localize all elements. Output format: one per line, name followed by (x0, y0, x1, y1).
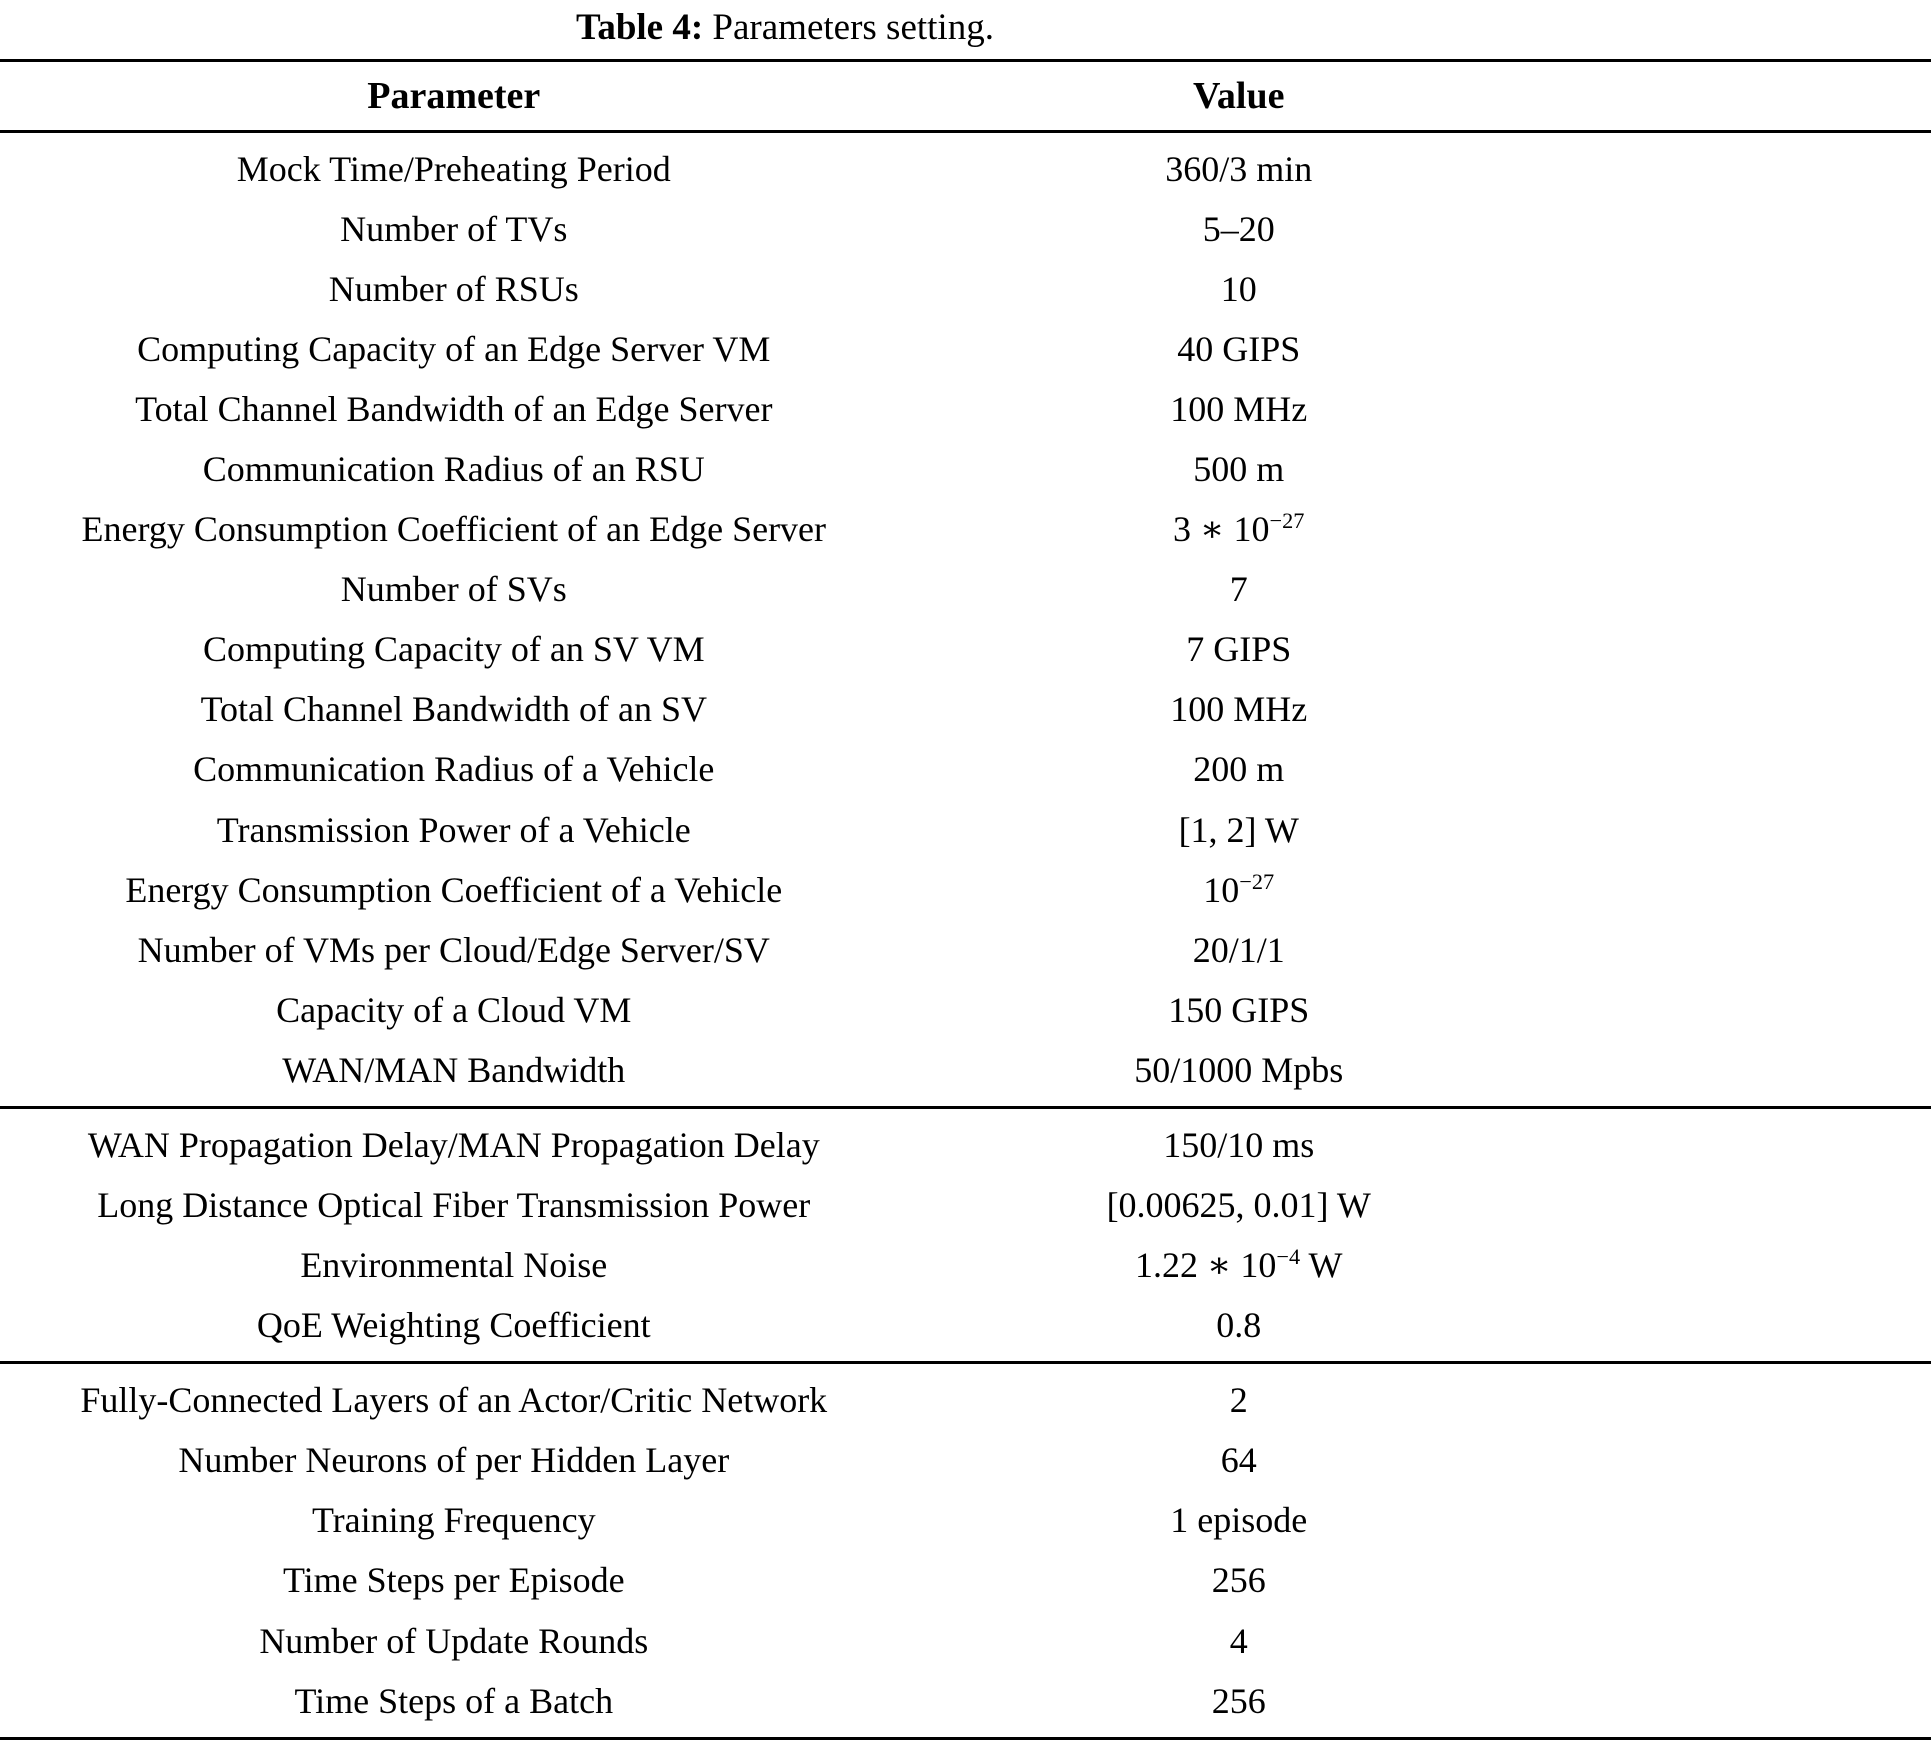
value-cell: 4 (1229, 1620, 1248, 1661)
parameter-cell: QoE Weighting Coefficient (256, 1305, 651, 1346)
table-row (0, 1430, 1931, 1490)
spacer-cell (1570, 499, 1931, 559)
spacer-cell (1570, 619, 1931, 679)
table-row (0, 980, 1931, 1040)
value-cell: 20/1/1 (1192, 929, 1285, 970)
table-caption-label: Table 4: (576, 7, 704, 48)
parameter-cell: Number of Update Rounds (259, 1620, 649, 1661)
value-cell: 360/3 min (1165, 148, 1313, 189)
value-cell: 7 GIPS (1186, 629, 1292, 670)
table-row (0, 499, 1931, 559)
table-row (0, 1363, 1931, 1431)
parameters-table (0, 59, 1931, 1740)
table-row (0, 679, 1931, 739)
table-row (0, 199, 1931, 259)
value-cell: 40 GIPS (1177, 328, 1301, 369)
table-section-3 (0, 1363, 1931, 1738)
value-cell: 100 MHz (1170, 689, 1308, 730)
spacer-cell (1570, 980, 1931, 1040)
table-row (0, 1671, 1931, 1739)
parameter-cell: Number of SVs (340, 569, 567, 610)
spacer-cell (1570, 1363, 1931, 1431)
parameter-cell: Mock Time/Preheating Period (236, 148, 671, 189)
table-row (0, 259, 1931, 319)
table-row (0, 1040, 1931, 1108)
parameter-cell: Capacity of a Cloud VM (276, 989, 632, 1030)
table-row (0, 860, 1931, 920)
column-header-value: Value (908, 60, 1570, 131)
value-cell: 200 m (1193, 749, 1285, 790)
spacer-cell (1570, 1107, 1931, 1175)
parameter-cell: WAN/MAN Bandwidth (282, 1049, 626, 1090)
parameter-cell: Time Steps per Episode (282, 1560, 625, 1601)
parameter-cell: Training Frequency (311, 1500, 596, 1541)
spacer-cell (1570, 439, 1931, 499)
spacer-cell (1570, 199, 1931, 259)
value-cell: 500 m (1193, 449, 1285, 490)
parameter-cell: Number of TVs (340, 208, 568, 249)
value-cell: 64 (1220, 1440, 1257, 1481)
value-cell: 256 (1211, 1560, 1266, 1601)
parameter-cell: Total Channel Bandwidth of an Edge Server (135, 389, 773, 429)
spacer-cell (1570, 1611, 1931, 1671)
value-cell: 100 MHz (1170, 389, 1308, 429)
value-cell: 7 (1229, 569, 1248, 610)
parameter-cell: Fully-Connected Layers of an Actor/Critic Network (80, 1380, 828, 1421)
spacer-cell (1570, 1295, 1931, 1363)
table-row (0, 1295, 1931, 1363)
parameter-cell: Environmental Noise (300, 1245, 608, 1286)
spacer-cell (1570, 319, 1931, 379)
table-row (0, 739, 1931, 799)
value-cell: [1, 2] W (1178, 809, 1299, 850)
spacer-cell (1570, 1175, 1931, 1235)
parameter-cell: Communication Radius of an RSU (202, 449, 705, 490)
table-row (0, 1550, 1931, 1610)
header-spacer-cell (1570, 60, 1931, 131)
value-cell: 1 episode (1170, 1500, 1308, 1541)
table-row (0, 1235, 1931, 1295)
value-cell: 5–20 (1202, 208, 1275, 249)
column-header-parameter: Parameter (0, 60, 908, 131)
spacer-cell (1570, 1040, 1931, 1108)
spacer-cell (1570, 1671, 1931, 1739)
spacer-cell (1570, 739, 1931, 799)
parameter-cell: Transmission Power of a Vehicle (216, 809, 691, 850)
table-caption (0, 0, 1570, 59)
table-row (0, 1611, 1931, 1671)
table-section-1 (0, 131, 1931, 1107)
parameter-cell: Computing Capacity of an Edge Server VM (137, 328, 771, 369)
table-row (0, 319, 1931, 379)
table-header (0, 60, 1931, 131)
spacer-cell (1570, 860, 1931, 920)
parameter-cell: WAN Propagation Delay/MAN Propagation Delay (87, 1124, 820, 1165)
table-caption-text: Parameters setting. (703, 7, 994, 48)
parameter-cell: Computing Capacity of an SV VM (202, 629, 705, 670)
parameter-cell: Number of RSUs (328, 268, 579, 309)
value-cell: 0.8 (1216, 1305, 1262, 1346)
spacer-cell (1570, 131, 1931, 199)
parameter-cell: Time Steps of a Batch (294, 1680, 614, 1721)
header-row (0, 60, 1931, 131)
spacer-cell (1570, 1490, 1931, 1550)
value-cell: 1.22 ∗ $10^{-4}$ W (1134, 1244, 1343, 1286)
spacer-cell (1570, 559, 1931, 619)
table-row (0, 619, 1931, 679)
value-cell: 150 GIPS (1168, 989, 1310, 1030)
value-cell: [0.00625, 0.01] W (1106, 1185, 1371, 1226)
parameter-cell: Energy Consumption Coefficient of an Edge Server (81, 509, 827, 550)
spacer-cell (1570, 1430, 1931, 1490)
parameter-cell: Total Channel Bandwidth of an SV (200, 689, 707, 730)
table-row (0, 800, 1931, 860)
parameter-cell: Communication Radius of a Vehicle (193, 749, 715, 790)
spacer-cell (1570, 1550, 1931, 1610)
table-row (0, 1175, 1931, 1235)
table-row (0, 1107, 1931, 1175)
value-cell: 3 ∗ $10^{-27}$ (1173, 508, 1305, 550)
value-cell: 10 (1220, 268, 1257, 309)
value-cell: $10^{-27}$ (1203, 868, 1275, 910)
parameter-cell: Energy Consumption Coefficient of a Vehicle (125, 869, 783, 910)
spacer-cell (1570, 1235, 1931, 1295)
table-section-2 (0, 1107, 1931, 1362)
spacer-cell (1570, 259, 1931, 319)
table-row (0, 379, 1931, 439)
parameter-cell: Number Neurons of per Hidden Layer (178, 1440, 730, 1481)
parameter-cell: Long Distance Optical Fiber Transmission Power (97, 1185, 811, 1226)
table-row (0, 920, 1931, 980)
spacer-cell (1570, 379, 1931, 439)
table-row (0, 559, 1931, 619)
spacer-cell (1570, 679, 1931, 739)
table-row (0, 1490, 1931, 1550)
parameter-cell: Number of VMs per Cloud/Edge Server/SV (137, 929, 770, 970)
table-row (0, 131, 1931, 199)
value-cell: 256 (1211, 1680, 1266, 1721)
spacer-cell (1570, 800, 1931, 860)
spacer-cell (1570, 920, 1931, 980)
table-row (0, 439, 1931, 499)
value-cell: 2 (1229, 1380, 1248, 1421)
value-cell: 150/10 ms (1163, 1124, 1315, 1165)
value-cell: 50/1000 Mpbs (1134, 1049, 1344, 1090)
